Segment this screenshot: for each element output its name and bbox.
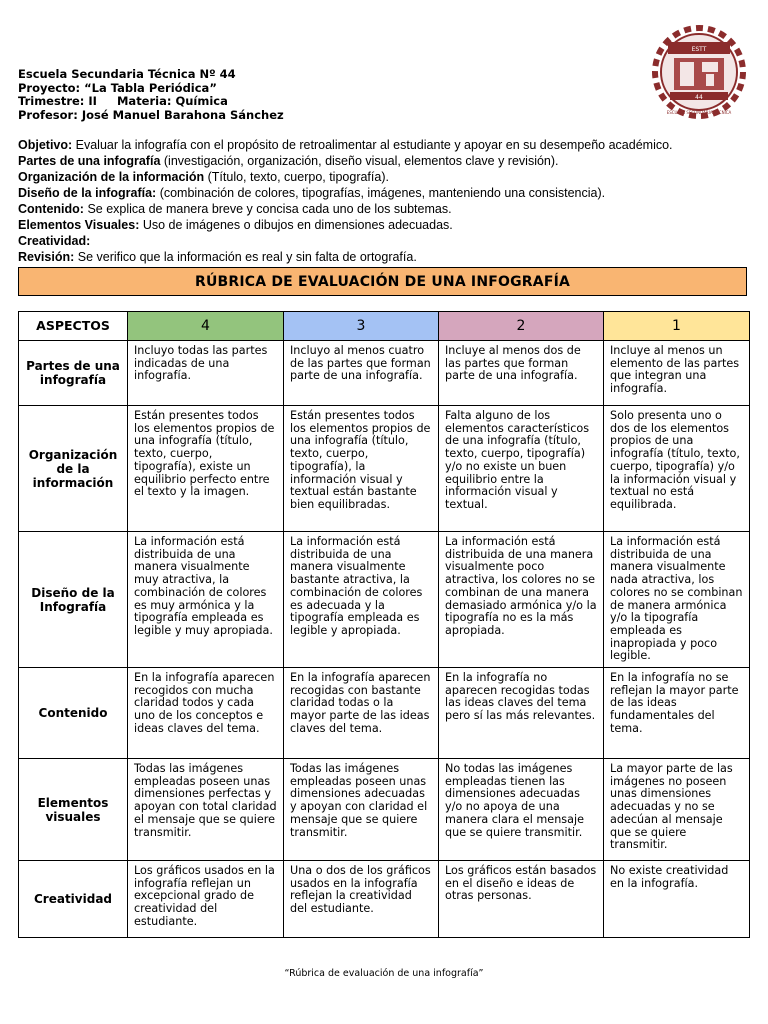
trimester: Trimestre: II [18,94,97,108]
intro-organization [18,169,753,185]
table-cell: Solo presenta uno o dos de los elementos propios de una infografía (título, texto, cuerpo, tipografía) y/o la información visual y textual no está equilibrada. [604,406,750,532]
table-cell: La información está distribuida de una manera visualmente bastante atractiva, la combinación de colores es adecuada y la tipografía empleada es legible y apropiada. [284,532,439,668]
intro-creativity [18,233,753,249]
table-cell: Están presentes todos los elementos propios de una infografía (título, texto, cuerpo, tipografía), existe un equilibrio perfecto entre el texto y la imagen. [128,406,284,532]
intro-section [18,137,753,265]
table-row [19,759,750,861]
intro-text: Evaluar la infografía con el propósito de retroalimentar al estudiante y apoyar en su desempeño académico. [72,138,673,152]
table-cell: En la infografía aparecen recogidos con mucha claridad todos y cada uno de los conceptos e ideas claves del tema. [128,668,284,759]
row-aspect: Creatividad [19,861,128,938]
intro-objective [18,137,753,153]
intro-visual [18,217,753,233]
table-cell: Incluyo todas las partes indicadas de una infografía. [128,341,284,406]
intro-text: Uso de imágenes o dibujos en dimensiones adecuadas. [139,218,453,232]
table-row [19,341,750,406]
table-row [19,406,750,532]
table-cell: Los gráficos usados en la infografía reflejan un excepcional grado de creatividad del estudiante. [128,861,284,938]
intro-label: Organización de la información [18,170,205,184]
intro-text: Se explica de manera breve y concisa cada uno de los subtemas. [83,202,452,216]
trimester-subject [18,95,284,109]
table-cell: En la infografía no aparecen recogidas todas las ideas claves del tema pero sí las más relevantes. [439,668,604,759]
table-cell: La mayor parte de las imágenes no poseen unas dimensiones adecuadas y no se adecúan al mensaje que se quiere transmitir. [604,759,750,861]
table-cell: Los gráficos están basados en el diseño e ideas de otras personas. [439,861,604,938]
teacher-name: Profesor: José Manuel Barahona Sánchez [18,107,284,122]
table-cell: Incluye al menos dos de las partes que forman parte de una infografía. [439,341,604,406]
page-footer: “Rúbrica de evaluación de una infografía” [284,968,484,979]
intro-label: Partes de una infografía [18,154,161,168]
project-name: Proyecto: “La Tabla Periódica” [18,80,217,95]
table-cell: Incluye al menos un elemento de las partes que integran una infografía. [604,341,750,406]
logo-num-text: 44 [695,94,703,101]
logo-top-text: ESCUELA SECUNDARIA TECNICA [666,110,732,115]
header-score-4: 4 [128,312,284,341]
intro-label: Elementos Visuales: [18,218,140,232]
table-cell: Incluyo al menos cuatro de las partes que forman parte de una infografía. [284,341,439,406]
row-aspect: Elementos visuales [19,759,128,861]
table-cell: No todas las imágenes empleadas tienen las dimensiones adecuadas y/o no apoya de una manera clara el mensaje que se quiere transmitir. [439,759,604,861]
table-row [19,532,750,668]
school-logo [640,18,758,126]
school-name: Escuela Secundaria Técnica Nº 44 [18,67,236,81]
intro-content [18,201,753,217]
intro-text: (Título, texto, cuerpo, tipografía). [204,170,389,184]
table-cell: Todas las imágenes empleadas poseen unas dimensiones adecuadas y apoyan con claridad el mensaje que se quiere transmitir. [284,759,439,861]
table-row [19,668,750,759]
row-aspect: Partes de una infografía [19,341,128,406]
table-cell: Todas las imágenes empleadas poseen unas dimensiones perfectas y apoyan con total claridad el mensaje que se quiere transmitir. [128,759,284,861]
table-cell: La información está distribuida de una manera visualmente muy atractiva, la combinación de colores es muy armónica y la tipografía empleada es legible y muy apropiada. [128,532,284,668]
subject: Materia: Química [116,94,228,108]
table-cell: En la infografía aparecen recogidas con bastante claridad todas o la mayor parte de las ideas claves del tema. [284,668,439,759]
intro-design [18,185,753,201]
intro-label: Diseño de la infografía: [18,186,157,200]
intro-text: (investigación, organización, diseño visual, elementos clave y revisión). [160,154,559,168]
intro-label: Creatividad: [18,234,91,248]
table-cell: Una o dos de los gráficos usados en la infografía reflejan la creatividad del estudiante. [284,861,439,938]
logo-mid-text: ESTT [691,46,707,53]
table-cell: La información está distribuida de una manera visualmente poco atractiva, los colores no se combinan de una manera demasiado armónica y/o la tipografía no es la más apropiada. [439,532,604,668]
intro-parts [18,153,753,169]
table-cell: No existe creatividad en la infografía. [604,861,750,938]
intro-text: (combinación de colores, tipografías, imágenes, manteniendo una consistencia). [156,186,606,200]
intro-review [18,249,753,265]
rubric-title: RÚBRICA DE EVALUACIÓN DE UNA INFOGRAFÍA [18,267,747,296]
intro-label: Objetivo: [18,138,73,152]
intro-label: Contenido: [18,202,84,216]
table-cell: Están presentes todos los elementos propios de una infografía (título, texto, cuerpo, tipografía), la información visual y textual están bastante bien equilibradas. [284,406,439,532]
row-aspect: Organización de la información [19,406,128,532]
table-cell: Falta alguno de los elementos característicos de una infografía (título, texto, cuerpo, tipografía) y/o no existe un buen equilibrio entre la información visual y textual. [439,406,604,532]
table-cell: La información está distribuida de una manera visualmente nada atractiva, los colores no se combinan de manera armónica y/o la tipografía empleada es inapropiada y poco legible. [604,532,750,668]
header-score-2: 2 [439,312,604,341]
header-score-3: 3 [284,312,439,341]
intro-text: Se verifico que la información es real y sin falta de ortografía. [74,250,417,264]
table-header-row [19,312,750,341]
rubric-table [18,311,750,938]
intro-label: Revisión: [18,250,75,264]
document-header [18,68,284,122]
row-aspect: Diseño de la Infografía [19,532,128,668]
header-score-1: 1 [604,312,750,341]
table-cell: En la infografía no se reflejan la mayor parte de las ideas fundamentales del tema. [604,668,750,759]
table-row [19,861,750,938]
row-aspect: Contenido [19,668,128,759]
header-aspects: ASPECTOS [19,312,128,341]
